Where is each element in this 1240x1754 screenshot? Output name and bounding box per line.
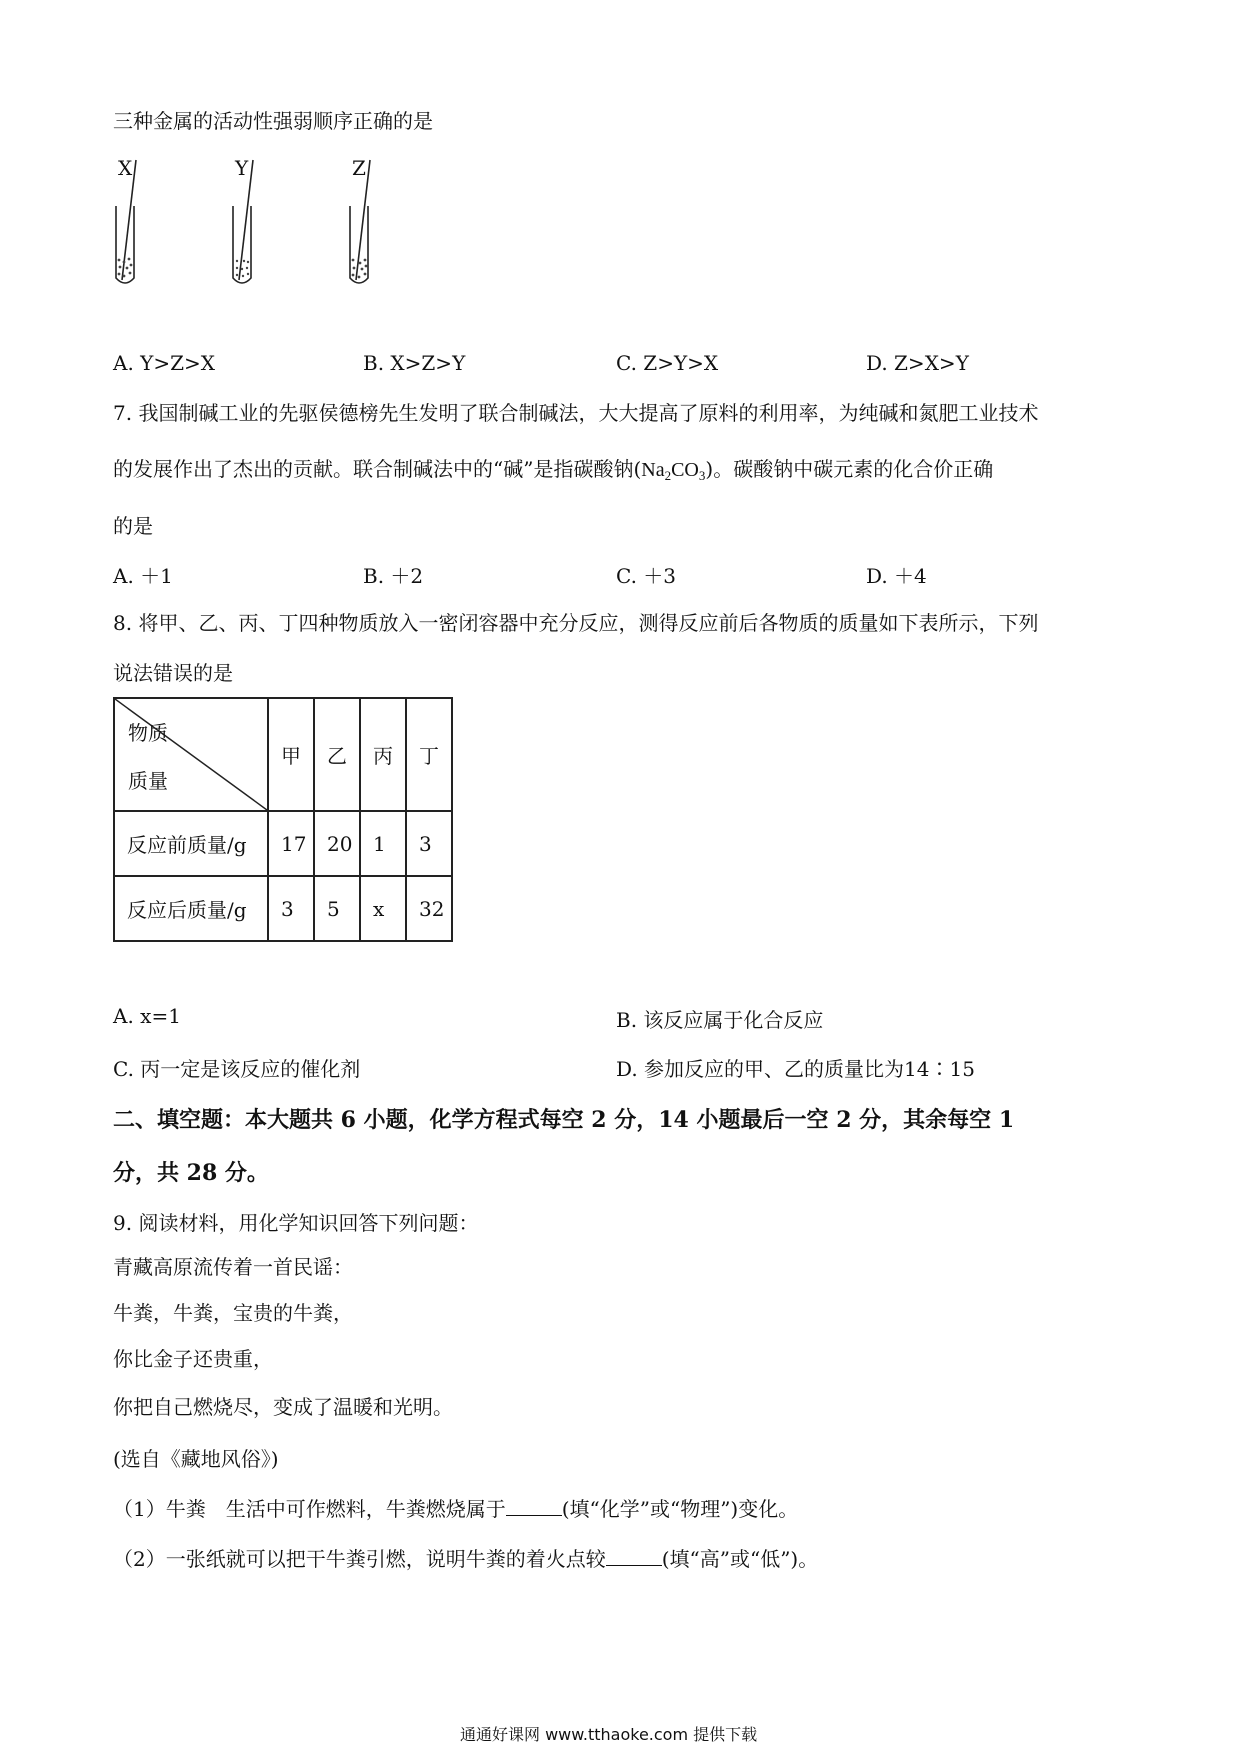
row-label-text: 反应后质量/g — [127, 898, 247, 922]
table-cell — [406, 876, 452, 941]
q7-line2-post: )。碳酸钠中碳元素的化合价正确 — [705, 457, 994, 481]
cell-text: 17 — [281, 831, 307, 856]
cell-text: 20 — [327, 831, 353, 856]
table-row — [114, 876, 452, 941]
q6-stem: 三种金属的活动性强弱顺序正确的是 — [113, 109, 433, 133]
table-row-label — [114, 811, 268, 876]
table-corner-cell — [114, 698, 268, 811]
table-header-cell: 甲 — [268, 698, 314, 811]
tube-label-y: Y — [235, 156, 249, 180]
q6-option-b: B. X>Z>Y — [363, 351, 466, 375]
tube-label-x: X — [118, 156, 133, 180]
q8-option-a: A. x=1 — [113, 1004, 181, 1028]
test-tube-figure — [100, 150, 400, 290]
section2-heading-line2: 分，共 28 分。 — [113, 1160, 269, 1186]
formula-sub-2: 2 — [664, 468, 672, 483]
cell-text: 1 — [373, 831, 386, 856]
poem-line: 你把自己燃烧尽，变成了温暖和光明。 — [113, 1395, 453, 1419]
cell-text: 5 — [327, 896, 340, 921]
q6-option-d: D. Z>X>Y — [866, 351, 969, 375]
poem-line: 你比金子还贵重， — [113, 1347, 273, 1371]
table-cell — [314, 876, 360, 941]
q9-sub2-post: (填“高”或“低”)。 — [661, 1547, 819, 1571]
table-cell — [268, 876, 314, 941]
q8-line1: 8. 将甲、乙、丙、丁四种物质放入一密闭容器中充分反应，测得反应前后各物质的质量如下表所示，下列 — [113, 611, 1039, 635]
q9-intro: 9. 阅读材料，用化学知识回答下列问题： — [113, 1211, 479, 1235]
q9-sub2-pre: （2）一张纸就可以把干牛粪引燃，说明牛粪的着火点较 — [113, 1547, 606, 1571]
q9-sub1-post: (填“化学”或“物理”)变化。 — [561, 1497, 799, 1521]
table-cell — [314, 811, 360, 876]
table-row — [114, 811, 452, 876]
table-cell — [360, 811, 406, 876]
table-header-cell: 丁 — [406, 698, 452, 811]
table-header-cell: 丙 — [360, 698, 406, 811]
q7-option-d: D. ＋4 — [866, 564, 927, 588]
q9-sub1 — [113, 1493, 798, 1522]
answer-blank[interactable] — [606, 1547, 662, 1566]
formula-part-na: Na — [641, 459, 665, 481]
table-header-cell: 乙 — [314, 698, 360, 811]
q7-line2-pre: 的发展作出了杰出的贡献。联合制碱法中的“碱”是指碳酸钠( — [113, 457, 642, 481]
tube-label-z: Z — [352, 156, 366, 180]
q7-line2 — [113, 453, 993, 484]
answer-blank[interactable] — [506, 1497, 562, 1516]
corner-label-top: 物质 — [128, 721, 168, 745]
poem-line: 牛粪，牛粪，宝贵的牛粪， — [113, 1301, 353, 1325]
test-tubes-drawing — [100, 150, 400, 290]
row-label-text: 反应前质量/g — [127, 833, 247, 857]
q9-sub2 — [113, 1543, 818, 1572]
table-header-row — [114, 698, 452, 811]
corner-label-bottom: 质量 — [128, 769, 168, 793]
q9-sub1-pre: （1）牛粪 生活中可作燃料，牛粪燃烧属于 — [113, 1497, 506, 1521]
section2-heading-line1: 二、填空题：本大题共 6 小题，化学方程式每空 2 分，14 小题最后一空 2 分，其余每空 1 — [113, 1107, 1015, 1133]
q7-option-c: C. ＋3 — [616, 564, 677, 588]
q6-option-c: C. Z>Y>X — [616, 351, 719, 375]
q7-line3: 的是 — [113, 514, 153, 538]
q7-option-a: A. ＋1 — [113, 564, 173, 588]
q8-line2: 说法错误的是 — [113, 661, 233, 685]
mass-table — [113, 697, 453, 942]
table-row-label — [114, 876, 268, 941]
page-footer: 通通好课网 www.tthaoke.com 提供下载 — [460, 1725, 758, 1744]
formula-sub-3: 3 — [698, 468, 706, 483]
formula-na2co3 — [641, 459, 705, 481]
table-cell — [360, 876, 406, 941]
q8-option-b: B. 该反应属于化合反应 — [616, 1008, 824, 1032]
q7-line1: 7. 我国制碱工业的先驱侯德榜先生发明了联合制碱法，大大提高了原料的利用率，为纯碱和氮肥工业技术 — [113, 401, 1039, 425]
q8-option-c: C. 丙一定是该反应的催化剂 — [113, 1057, 361, 1081]
q6-option-a: A. Y>Z>X — [113, 351, 216, 375]
formula-part-co: CO — [671, 459, 699, 481]
poem-source: (选自《藏地风俗》) — [113, 1447, 279, 1471]
cell-text: 3 — [281, 896, 294, 921]
q7-option-b: B. ＋2 — [363, 564, 424, 588]
cell-text: x — [373, 896, 385, 921]
cell-text: 32 — [419, 896, 445, 921]
poem-line: 青藏高原流传着一首民谣： — [113, 1255, 353, 1279]
cell-text: 3 — [419, 831, 432, 856]
table-cell — [268, 811, 314, 876]
q8-option-d: D. 参加反应的甲、乙的质量比为14∶15 — [616, 1057, 975, 1081]
table-cell — [406, 811, 452, 876]
